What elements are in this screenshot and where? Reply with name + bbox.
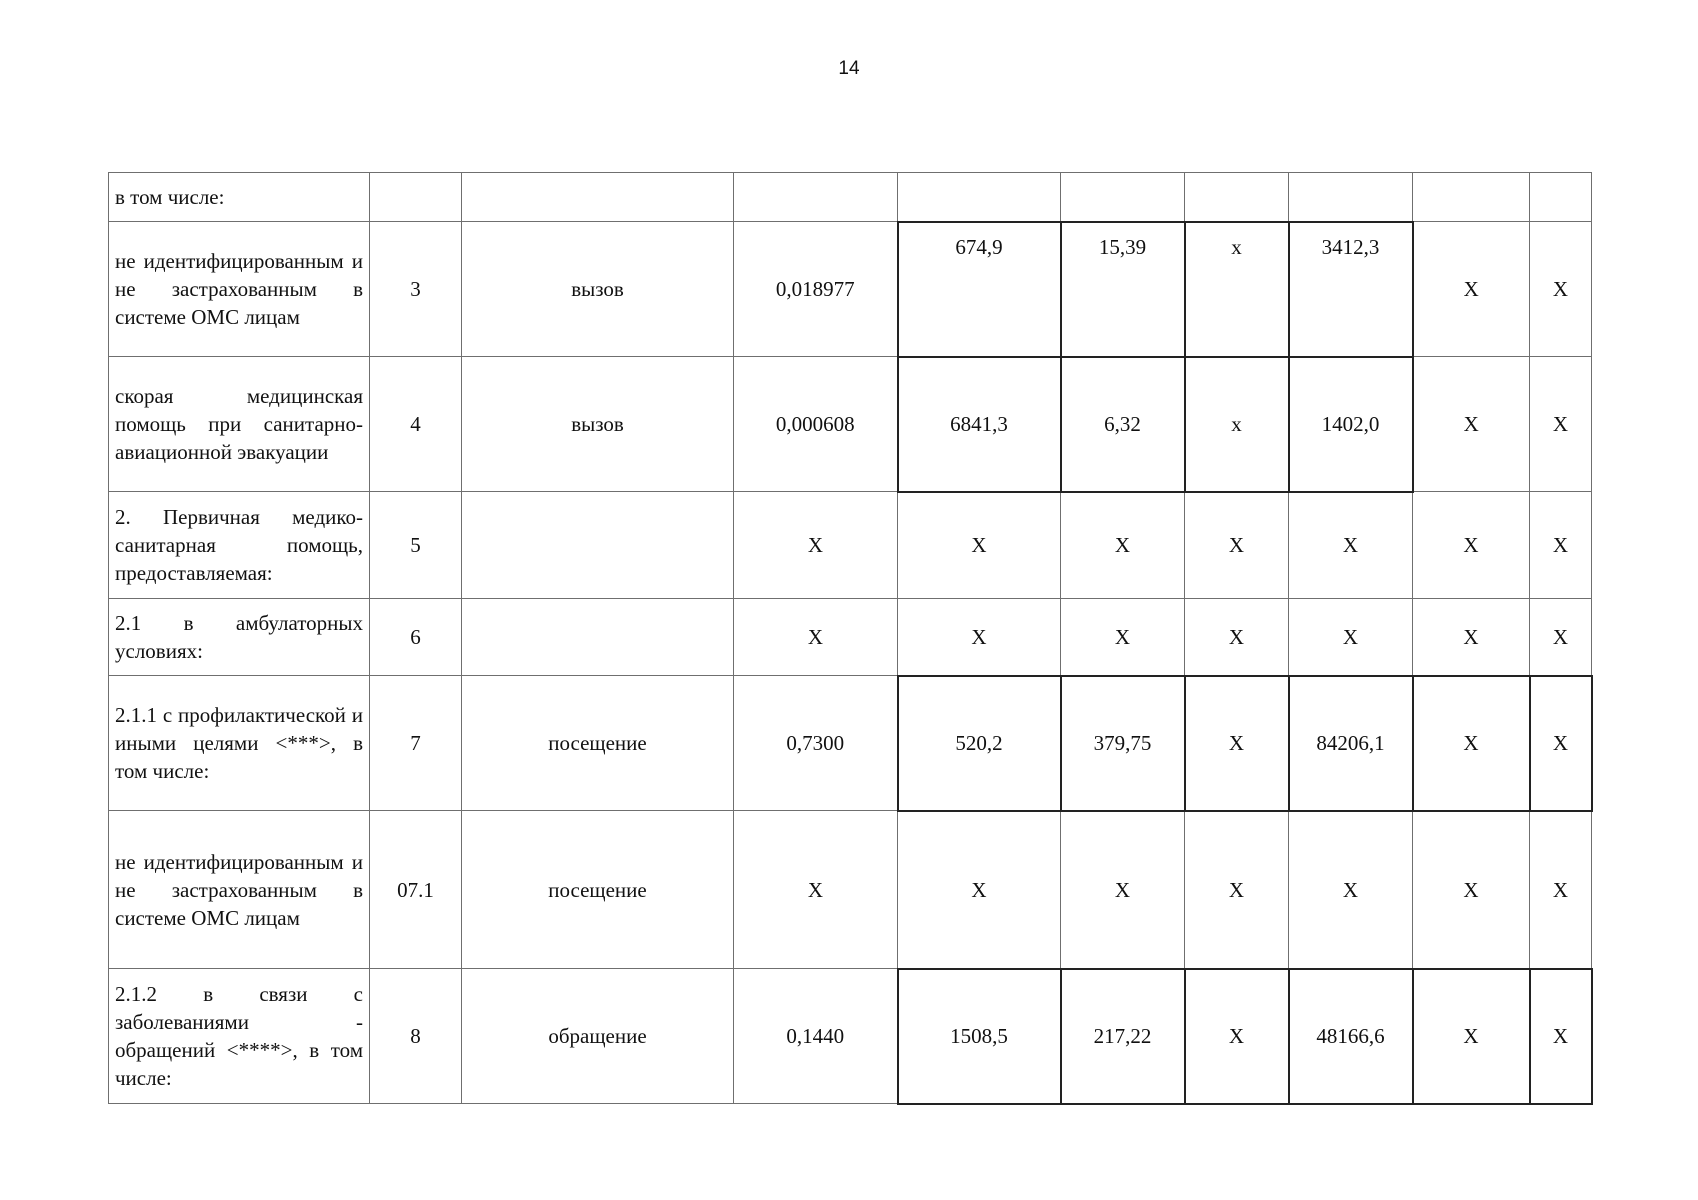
row-name-cell: 2. Первичная медико-санитарная помощь, предоставляемая:	[109, 492, 370, 599]
column-7-cell: X	[1185, 969, 1289, 1104]
per-capita-cell: X	[1061, 811, 1185, 969]
row-name-cell: 2.1.1 с профилактической и иными целями <***>, в том числе:	[109, 676, 370, 811]
total-cell: 48166,6	[1289, 969, 1413, 1104]
row-name-cell: в том числе:	[109, 173, 370, 222]
table-row	[109, 811, 1592, 969]
per-capita-cell: 217,22	[1061, 969, 1185, 1104]
column-7-cell: X	[1185, 676, 1289, 811]
column-10-cell: X	[1530, 676, 1592, 811]
per-capita-cell: 15,39	[1061, 222, 1185, 357]
total-cell: 84206,1	[1289, 676, 1413, 811]
unit-cell: посещение	[462, 811, 734, 969]
line-number-cell: 6	[370, 599, 462, 676]
cost-cell	[898, 173, 1061, 222]
column-10-cell: X	[1530, 599, 1592, 676]
unit-cell: посещение	[462, 676, 734, 811]
table-row	[109, 676, 1592, 811]
line-number-cell: 5	[370, 492, 462, 599]
cost-cell: 520,2	[898, 676, 1061, 811]
column-7-cell: X	[1185, 492, 1289, 599]
cost-cell: X	[898, 811, 1061, 969]
column-9-cell	[1413, 173, 1530, 222]
total-cell	[1289, 173, 1413, 222]
column-10-cell	[1530, 173, 1592, 222]
column-10-cell: X	[1530, 492, 1592, 599]
column-7-cell: X	[1185, 811, 1289, 969]
per-capita-cell: X	[1061, 599, 1185, 676]
volume-cell: 0,1440	[734, 969, 898, 1104]
column-9-cell: X	[1413, 969, 1530, 1104]
line-number-cell: 3	[370, 222, 462, 357]
per-capita-cell: X	[1061, 492, 1185, 599]
volume-cell: 0,000608	[734, 357, 898, 492]
total-cell: X	[1289, 599, 1413, 676]
row-name-cell: не идентифицированным и не застрахованным в системе ОМС лицам	[109, 811, 370, 969]
line-number-cell: 8	[370, 969, 462, 1104]
unit-cell	[462, 599, 734, 676]
volume-cell	[734, 173, 898, 222]
line-number-cell: 07.1	[370, 811, 462, 969]
column-10-cell: X	[1530, 969, 1592, 1104]
volume-cell: X	[734, 492, 898, 599]
total-cell: X	[1289, 492, 1413, 599]
cost-cell: X	[898, 492, 1061, 599]
volume-cell: 0,018977	[734, 222, 898, 357]
column-7-cell: x	[1185, 222, 1289, 357]
total-cell: 3412,3	[1289, 222, 1413, 357]
table-row	[109, 357, 1592, 492]
unit-cell: вызов	[462, 357, 734, 492]
unit-cell	[462, 173, 734, 222]
row-name-cell: скорая медицинская помощь при санитарно-авиационной эвакуации	[109, 357, 370, 492]
volume-cell: X	[734, 599, 898, 676]
unit-cell: обращение	[462, 969, 734, 1104]
unit-cell: вызов	[462, 222, 734, 357]
line-number-cell: 7	[370, 676, 462, 811]
column-10-cell: X	[1530, 357, 1592, 492]
table-row	[109, 222, 1592, 357]
volume-cell: X	[734, 811, 898, 969]
cost-cell: 1508,5	[898, 969, 1061, 1104]
table-row	[109, 173, 1592, 222]
row-name-cell: не идентифицированным и не застрахованным в системе ОМС лицам	[109, 222, 370, 357]
line-number-cell: 4	[370, 357, 462, 492]
column-9-cell: X	[1413, 357, 1530, 492]
total-cell: X	[1289, 811, 1413, 969]
row-name-cell: 2.1.2 в связи с заболеваниями - обращений <****>, в том числе:	[109, 969, 370, 1104]
column-10-cell: X	[1530, 811, 1592, 969]
column-10-cell: X	[1530, 222, 1592, 357]
column-9-cell: X	[1413, 676, 1530, 811]
column-9-cell: X	[1413, 811, 1530, 969]
line-number-cell	[370, 173, 462, 222]
unit-cell	[462, 492, 734, 599]
per-capita-cell: 6,32	[1061, 357, 1185, 492]
total-cell: 1402,0	[1289, 357, 1413, 492]
column-7-cell: X	[1185, 599, 1289, 676]
cost-cell: 6841,3	[898, 357, 1061, 492]
medical-care-table	[108, 172, 1593, 1105]
table-row	[109, 599, 1592, 676]
per-capita-cell: 379,75	[1061, 676, 1185, 811]
table-row	[109, 969, 1592, 1104]
per-capita-cell	[1061, 173, 1185, 222]
row-name-cell: 2.1 в амбулаторных условиях:	[109, 599, 370, 676]
page-number: 14	[838, 58, 860, 79]
column-7-cell	[1185, 173, 1289, 222]
column-9-cell: X	[1413, 492, 1530, 599]
column-7-cell: x	[1185, 357, 1289, 492]
volume-cell: 0,7300	[734, 676, 898, 811]
column-9-cell: X	[1413, 599, 1530, 676]
column-9-cell: X	[1413, 222, 1530, 357]
cost-cell: 674,9	[898, 222, 1061, 357]
table-row	[109, 492, 1592, 599]
cost-cell: X	[898, 599, 1061, 676]
